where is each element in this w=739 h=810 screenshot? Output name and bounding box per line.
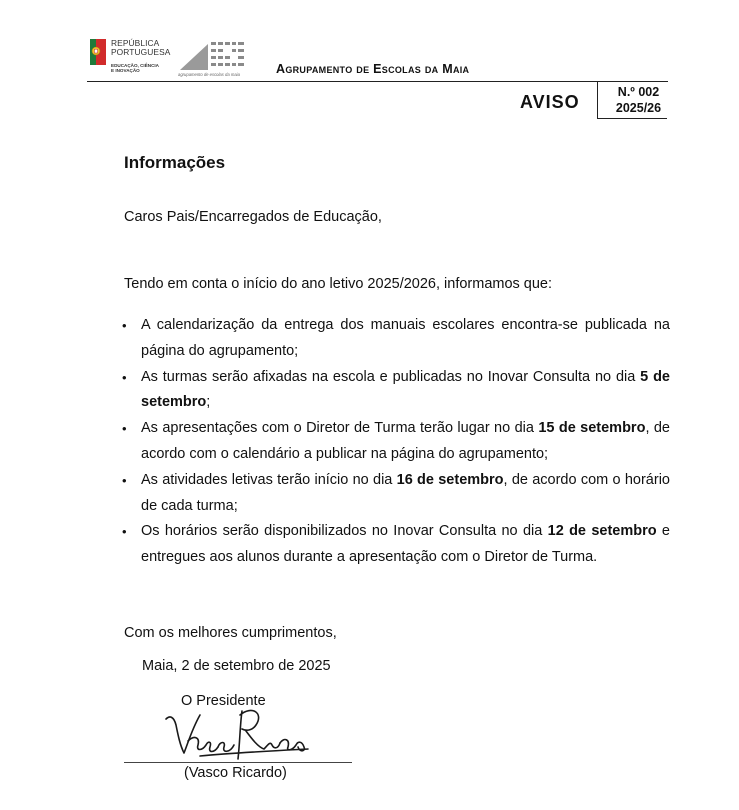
gov-logo-title	[111, 39, 170, 57]
list-item-text-end: , de acordo com o calendário a publicar na página do agrupamento;	[141, 420, 670, 462]
list-item-date: 5 de setembro	[141, 368, 670, 411]
list-item	[122, 468, 670, 520]
list-item-text: As atividades letivas terão início no dia	[141, 471, 397, 488]
greeting: Caros Pais/Encarregados de Educação,	[124, 209, 382, 225]
closing: Com os melhores cumprimentos,	[124, 625, 337, 641]
list-item-text-end: ;	[206, 394, 211, 411]
notice-year: 2025/26	[615, 101, 662, 115]
list-item-text: A calendarização da entrega dos manuais escolares encontra-se publicada na página do agrupamento;	[141, 317, 670, 359]
list-item	[122, 416, 670, 468]
gov-logo-line3: EDUCAÇÃO, CIÊNCIA	[111, 63, 159, 68]
list-item-text: Os horários serão disponibilizados no Inovar Consulta no dia	[141, 523, 548, 540]
document-title: Informações	[124, 153, 226, 172]
list-item	[122, 519, 670, 571]
list-item-text-end: e entregues aos alunos durante a apresentação com o Diretor de Turma.	[141, 523, 670, 566]
signer-title: O Presidente	[181, 693, 266, 709]
notice-number-value: N.º 002	[617, 85, 660, 99]
list-item-text: As turmas serão afixadas na escola e publicadas no Inovar Consulta no dia	[141, 368, 641, 385]
notice-number	[610, 84, 667, 116]
list-item	[122, 313, 670, 365]
place-date: Maia, 2 de setembro de 2025	[142, 658, 331, 674]
signer-name: (Vasco Ricardo)	[184, 765, 287, 781]
school-name: Agrupamento de Escolas da Maia	[276, 62, 470, 76]
list-item-date: 16 de setembro	[396, 471, 504, 488]
gov-logo-line2: PORTUGUESA	[111, 47, 171, 57]
notice-label: AVISO	[520, 92, 580, 112]
header-divider	[87, 81, 668, 82]
list-item	[122, 365, 670, 417]
gov-logo-line4: E INOVAÇÃO	[111, 68, 140, 74]
agrupamento-logo-mark-icon	[178, 40, 252, 72]
list-item-date: 15 de setembro	[538, 420, 646, 437]
portuguese-flag-icon	[90, 39, 106, 65]
information-list	[122, 313, 670, 571]
list-item-text: As apresentações com o Diretor de Turma terão lugar no dia	[141, 420, 539, 437]
list-item-date: 12 de setembro	[547, 523, 657, 540]
list-item-text-end: , de acordo com o horário de cada turma;	[141, 471, 670, 514]
gov-logo-ministry	[111, 63, 159, 74]
agrupamento-logo	[178, 40, 252, 80]
handwritten-signature	[160, 701, 312, 763]
intro-paragraph: Tendo em conta o início do ano letivo 2025/2026, informamos que:	[124, 276, 553, 292]
agrupamento-logo-caption: agrupamento de escolas da maia	[178, 72, 240, 77]
gov-logo-line1: REPÚBLICA	[111, 38, 160, 48]
republica-portuguesa-logo	[90, 38, 174, 82]
